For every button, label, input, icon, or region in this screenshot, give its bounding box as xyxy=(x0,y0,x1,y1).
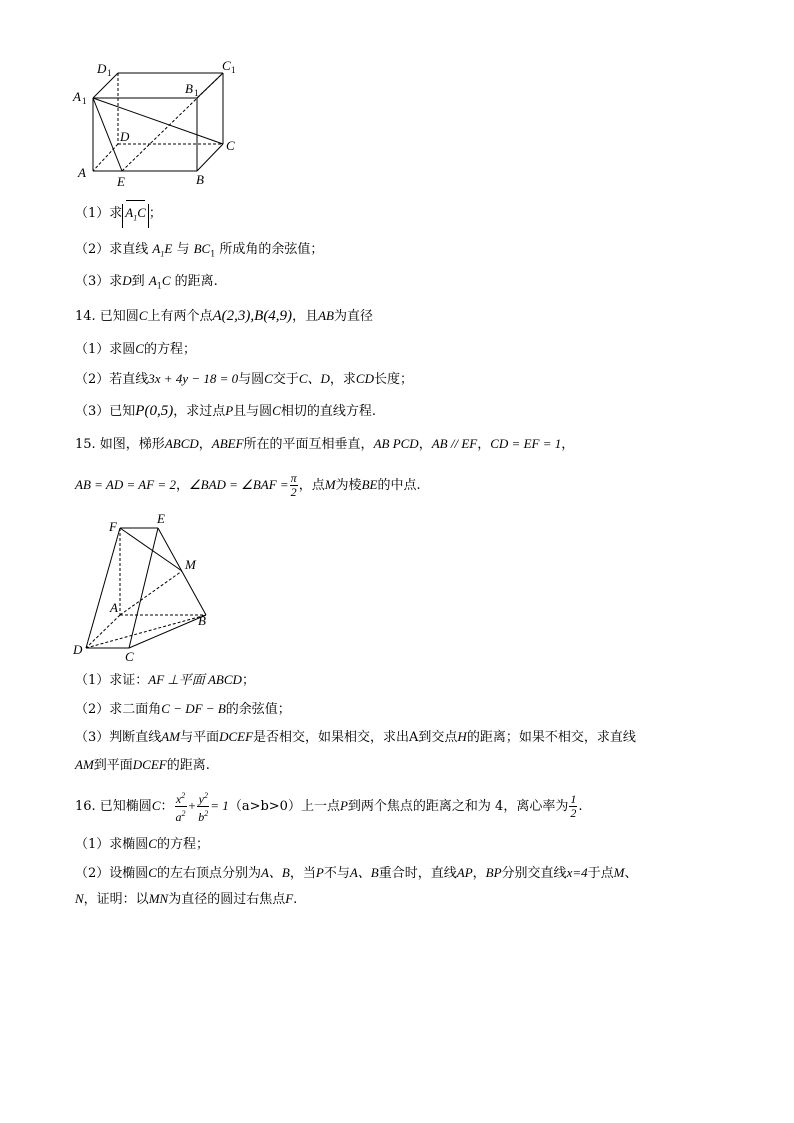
q16-part1: （1）求椭圆C的方程； xyxy=(75,836,209,852)
q14-part3: （3）已知P(0,5)，求过点P且与圆C相切的直线方程. xyxy=(75,403,376,419)
label-C: C xyxy=(125,649,134,664)
svg-text:1: 1 xyxy=(194,88,199,98)
q16-part2-line2: N，证明：以MN为直径的圆过右焦点F. xyxy=(75,891,298,907)
q15-part1: （1）求证：AF ⊥平面 ABCD； xyxy=(75,672,255,688)
trapezoid-solid-figure xyxy=(70,508,220,668)
prism-figure xyxy=(70,58,250,193)
fraction-y2-b2: $\frac{y^2}{b^2}$ xyxy=(198,791,209,824)
label-E: E xyxy=(117,174,125,189)
label-D: D xyxy=(120,129,130,144)
label-A1: A xyxy=(73,89,81,104)
q15-part3-line2: AM到平面DCEF的距离. xyxy=(75,757,210,773)
label-M: M xyxy=(185,557,196,572)
label-C: C xyxy=(226,138,235,153)
q13-part2: （2）求直线 $A_1E$ 与 $BC_1$ 所成角的余弦值； xyxy=(75,241,324,259)
q14-part1: （1）求圆C的方程； xyxy=(75,341,196,357)
fraction-one-half: $\frac{1}{2}$ xyxy=(570,792,577,820)
q14-stem: 14. 已知圆C上有两个点A(2,3),B(4,9)，且AB为直径 xyxy=(75,308,373,324)
label-A: A xyxy=(78,165,86,180)
q13-part3: （3）求D到 $A_1C$ 的距离. xyxy=(75,273,218,291)
label-C1: C xyxy=(222,58,231,73)
vector-magnitude: $A_1C$ xyxy=(122,204,149,228)
q15-stem-line2: AB = AD = AF = 2，∠BAD = ∠BAF = $\frac{\pi}{2}$ ，点M为棱BE的中点. xyxy=(75,471,421,499)
fraction-x2-a2: $\frac{x^2}{a^2}$ xyxy=(175,791,186,824)
q16-part2: （2）设椭圆C的左右顶点分别为A、B，当P不与A、B重合时，直线AP，BP分别交直线x=4于点M、 xyxy=(75,865,638,881)
q15-stem: 15. 如图，梯形ABCD，ABEF所在的平面互相垂直，AB PCD，AB // EF，CD = EF = 1， xyxy=(75,436,575,452)
label-A: A xyxy=(110,600,118,615)
q15-part3: （3）判断直线AM与平面DCEF是否相交，如果相交，求出A到交点H的距离；如果不相交，求直线 xyxy=(75,729,636,745)
label-E: E xyxy=(157,511,165,526)
label-D: D xyxy=(73,642,83,657)
label-B: B xyxy=(198,613,206,628)
svg-text:1: 1 xyxy=(107,68,112,78)
q16-stem: 16. 已知椭圆C： $\frac{x^2}{a^2}$ + $\frac{y^2}{b^2}$ = 1（a>b>0）上一点P到两个焦点的距离之和为 4，离心率为 $\frac{1}{2}$ . xyxy=(75,791,583,824)
q14-part2: （2）若直线3x + 4y − 18 = 0与圆C交于C、D，求CD长度； xyxy=(75,371,413,387)
label-B1: B xyxy=(185,81,193,96)
label-F: F xyxy=(109,519,117,534)
label-D1: D xyxy=(97,61,107,76)
fraction-pi-over-2: $\frac{\pi}{2}$ xyxy=(290,471,297,499)
q13-part1: （1）求 $A_1C$ ； xyxy=(75,204,162,228)
svg-text:1: 1 xyxy=(82,96,87,106)
label-B: B xyxy=(196,172,204,187)
q15-part2: （2）求二面角C − DF − B的余弦值； xyxy=(75,701,291,717)
svg-text:1: 1 xyxy=(231,65,236,75)
